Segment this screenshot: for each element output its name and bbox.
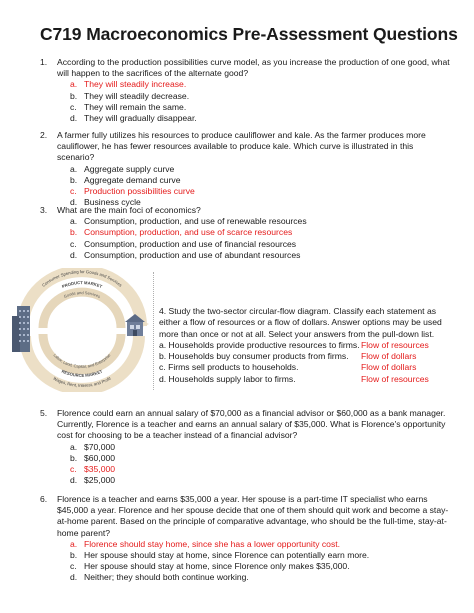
answer-options xyxy=(40,539,452,584)
answer-option: b. Aggregate demand curve xyxy=(70,174,181,185)
question-number: 6. xyxy=(40,494,48,504)
answer-options xyxy=(40,79,452,124)
inner-top-arrow xyxy=(43,292,121,328)
firm-building-icon xyxy=(12,306,30,352)
question-text: Florence is a teacher and earns $35,000 a year. Her spouse is a part-time IT specialist who earns $45,000 a year. Florence and her spouse decide that one of them should quit work and become a stay-at-home parent. Based on the principle of comparative advantage, who should be the full-time, stay-at-home parent? xyxy=(57,494,449,538)
answer-options xyxy=(40,164,452,209)
question-3 xyxy=(40,205,452,261)
answer-option: c. Production possibilities curve xyxy=(70,186,195,197)
answer-dropdown[interactable]: Flow of resources xyxy=(361,339,429,350)
divider xyxy=(153,272,155,390)
answer-option: c. Her spouse should stay at home, since Florence only makes $35,000. xyxy=(70,561,350,572)
classification-row: c. Firms sell products to households. Flow of dollars xyxy=(159,362,417,373)
question-4 xyxy=(159,306,459,385)
classification-row: a. Households provide productive resources to firms. Flow of resources xyxy=(159,339,429,350)
answer-option: c. They will remain the same. xyxy=(70,101,187,112)
question-1 xyxy=(40,57,452,124)
answer-option: a. Florence should stay home, since she has a lower opportunity cost. xyxy=(70,538,341,549)
question-number: 2. xyxy=(40,130,48,140)
answer-option: d. Neither; they should both continue working. xyxy=(70,572,249,583)
question-5 xyxy=(40,408,452,486)
question-number: 1. xyxy=(40,57,48,67)
answer-option: b. Consumption, production, and use of scarce resources xyxy=(70,227,293,238)
circular-flow-diagram xyxy=(3,268,153,392)
classification-row: d. Households supply labor to firms. Flow of resources xyxy=(159,373,429,384)
answer-dropdown[interactable]: Flow of dollars xyxy=(361,362,417,373)
answer-option: a. $70,000 xyxy=(70,441,116,452)
label-labor-land: Labor, Land, Capital, and Enterprise xyxy=(52,352,112,369)
answer-option: d. They will gradually disappear. xyxy=(70,113,197,124)
question-number: 3. xyxy=(40,205,48,215)
label-resource-market: RESOURCE MARKET xyxy=(60,368,104,378)
answer-option: b. $60,000 xyxy=(70,452,116,463)
answer-options xyxy=(40,442,452,487)
question-2 xyxy=(40,130,452,208)
answer-option: c. Consumption, production and use of financial resources xyxy=(70,238,297,249)
label-wages-rent: Wages, Rent, Interest, and Profit xyxy=(52,375,112,388)
answer-option: a. Aggregate supply curve xyxy=(70,163,175,174)
answer-option: d. Business cycle xyxy=(70,197,141,208)
question-text: What are the main foci of economics? xyxy=(57,205,201,215)
question-text: A farmer fully utilizes his resources to produce cauliflower and kale. As the farmer produces more cauliflower, he has fewer resources available to produce kale. Which curve is illustrated in this scenario? xyxy=(57,130,426,163)
answer-option: c. $35,000 xyxy=(70,464,116,475)
answer-option: b. They will steadily decrease. xyxy=(70,90,190,101)
answer-dropdown[interactable]: Flow of dollars xyxy=(361,351,417,362)
question-text: Florence could earn an annual salary of $70,000 as a financial advisor or $60,000 as a bank manager. Currently, Florence is a teacher and earns an annual salary of $35,000. What is Florence's opportunity cost for choosing to be a teacher instead of a financial advisor? xyxy=(57,408,446,441)
page-title: C719 Macroeconomics Pre-Assessment Questions xyxy=(40,24,458,44)
answer-option: d. $25,000 xyxy=(70,475,116,486)
label-goods-services: Goods and Services xyxy=(62,290,102,299)
answer-options xyxy=(40,216,452,261)
answer-option: d. Consumption, production and use of abundant resources xyxy=(70,249,301,260)
label-consumer-spending: Consumer Spending for Goods and Services xyxy=(40,269,124,288)
question-number: 5. xyxy=(40,408,48,418)
answer-option: a. They will steadily increase. xyxy=(70,79,187,90)
classification-row: b. Households buy consumer products from firms. Flow of dollars xyxy=(159,351,417,362)
answer-option: a. Consumption, production, and use of renewable resources xyxy=(70,216,307,227)
question-text: According to the production possibilities curve model, as you increase the production of one good, what will happen to the sacrifices of the alternate good? xyxy=(57,57,450,79)
question-6 xyxy=(40,494,452,584)
question-text: 4. Study the two-sector circular-flow diagram. Classify each statement as either a flow of resources or a flow of dollars. Answer options may be used more than once or not at all. Select your answers from the pull-down list. xyxy=(159,306,442,339)
answer-dropdown[interactable]: Flow of resources xyxy=(361,373,429,384)
answer-option: b. Her spouse should stay at home, since Florence can potentially earn more. xyxy=(70,550,370,561)
label-product-market: PRODUCT MARKET xyxy=(61,280,103,290)
